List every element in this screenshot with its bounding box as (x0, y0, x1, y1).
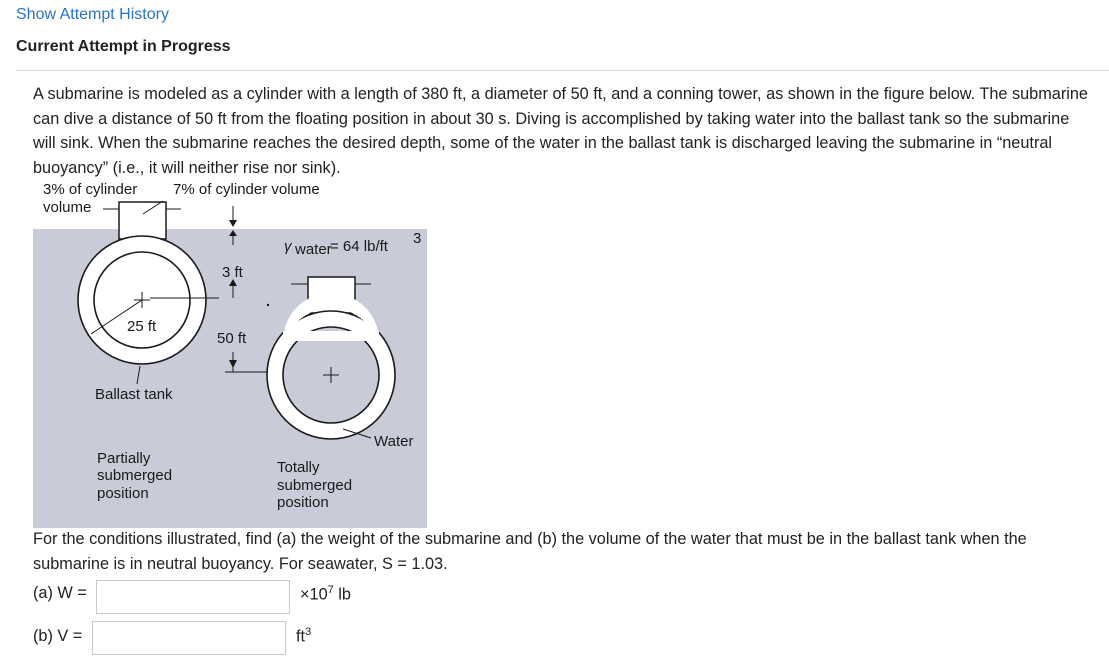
label-7pct: 7% of cylinder volume (173, 181, 320, 198)
show-attempt-history-link[interactable]: Show Attempt History (16, 6, 169, 23)
total-line1: Totally (277, 459, 320, 476)
water-label: Water (374, 433, 414, 450)
answer-b-label: (b) V = (33, 627, 83, 645)
total-line3: position (277, 494, 329, 511)
current-attempt-heading: Current Attempt in Progress (16, 38, 231, 55)
answer-a-input[interactable] (96, 580, 290, 614)
answer-a-label: (a) W = (33, 584, 87, 602)
answer-b-input[interactable] (92, 621, 286, 655)
label-3pct-line2: volume (43, 199, 92, 216)
ballast-tank-label: Ballast tank (95, 386, 173, 403)
submarine-figure (33, 176, 433, 528)
svg-text:= 64 lb/ft: = 64 lb/ft (330, 238, 388, 255)
question-text: For the conditions illustrated, find (a) the weight of the submarine and (b) the volume of the water that must be in the ballast tank when the submarine is in neutral buoyancy. For seawater, S = 1.03. (33, 530, 1027, 573)
partial-line1: Partially (97, 450, 151, 467)
svg-text:water: water (295, 241, 332, 258)
dim-3ft: 3 ft (222, 264, 243, 281)
dim-25ft: 25 ft (127, 318, 157, 335)
answer-b-unit: $ft^3$ (296, 626, 312, 646)
dim-50ft: 50 ft (217, 330, 247, 347)
partial-line2: submerged (97, 467, 173, 484)
problem-statement: A submarine is modeled as a cylinder with a length of 380 ft, a diameter of 50 ft, and a conning tower, as shown in the figure below. The submarine can dive a distance of 50 ft from the floating position in about 30 s. Diving is accomplished by taking water into the ballast tank so the submarine will sink. When the submarine reaches the desired depth, some of the water in the ballast tank is discharged leaving the submarine in “neutral buoyancy” (i.e., it will neither rise nor sink). (33, 85, 1088, 177)
answer-a-unit: $\times 10^7$ lb (300, 584, 351, 604)
header-divider (16, 70, 1109, 71)
label-3pct-line1: 3% of cylinder (43, 181, 138, 198)
svg-text:γ: γ (284, 238, 292, 255)
svg-text:3: 3 (413, 230, 422, 247)
total-line2: submerged (277, 477, 353, 494)
partial-line3: position (97, 485, 149, 502)
